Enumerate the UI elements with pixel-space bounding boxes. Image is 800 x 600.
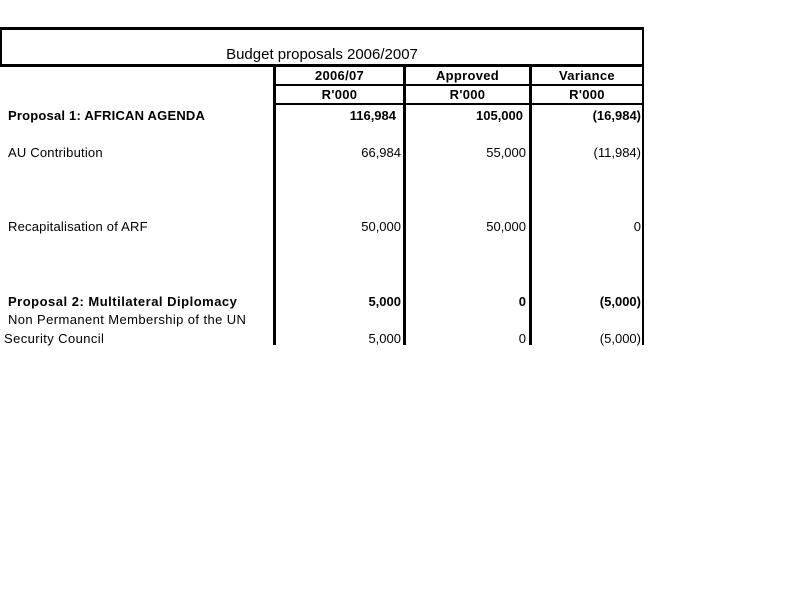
column-header-approved: Approved — [435, 68, 500, 83]
column-unit-variance: R'000 — [569, 87, 605, 102]
row-value-proposal-1-2006-07: 116,984 — [349, 108, 396, 123]
row-label-au-contribution: AU Contribution — [8, 145, 103, 160]
row-value-au-contribution-variance: (11,984) — [593, 145, 641, 160]
row-value-proposal-2-variance: (5,000) — [599, 294, 641, 309]
header-bottom-border — [273, 103, 644, 105]
row-value-au-contribution-2006-07: 66,984 — [361, 145, 401, 160]
row-value-proposal-2-approved: 0 — [518, 294, 526, 309]
row-value-recapitalisation-arf-variance: 0 — [633, 219, 641, 234]
row-value-proposal-1-variance: (16,984) — [592, 108, 641, 123]
row-value-proposal-2-2006-07: 5,000 — [368, 294, 401, 309]
row-label-un-security-council-line-1: Non Permanent Membership of the UN — [8, 312, 247, 327]
row-label-un-security-council-line-2: Security Council — [4, 331, 105, 346]
title-underline — [0, 64, 644, 67]
row-value-proposal-1-approved: 105,000 — [476, 108, 523, 123]
row-label-recapitalisation-arf: Recapitalisation of ARF — [8, 219, 148, 234]
row-value-un-security-council-approved: 0 — [518, 331, 526, 346]
header-row-divider — [273, 84, 644, 86]
row-value-recapitalisation-arf-approved: 50,000 — [486, 219, 526, 234]
row-label-proposal-2: Proposal 2: Multilateral Diplomacy — [8, 294, 238, 309]
row-label-proposal-1: Proposal 1: AFRICAN AGENDA — [8, 108, 206, 123]
column-unit-2006-07: R'000 — [321, 87, 358, 102]
table-right-border — [642, 27, 644, 345]
column-header-variance: Variance — [559, 68, 615, 83]
row-value-un-security-council-2006-07: 5,000 — [368, 331, 401, 346]
row-value-un-security-council-variance: (5,000) — [599, 331, 641, 346]
table-top-border — [0, 27, 644, 30]
table-title: Budget proposals 2006/2007 — [226, 46, 418, 63]
column-header-2006-07: 2006/07 — [314, 68, 365, 83]
column-unit-approved: R'000 — [449, 87, 486, 102]
row-value-recapitalisation-arf-2006-07: 50,000 — [361, 219, 401, 234]
row-value-au-contribution-approved: 55,000 — [486, 145, 526, 160]
